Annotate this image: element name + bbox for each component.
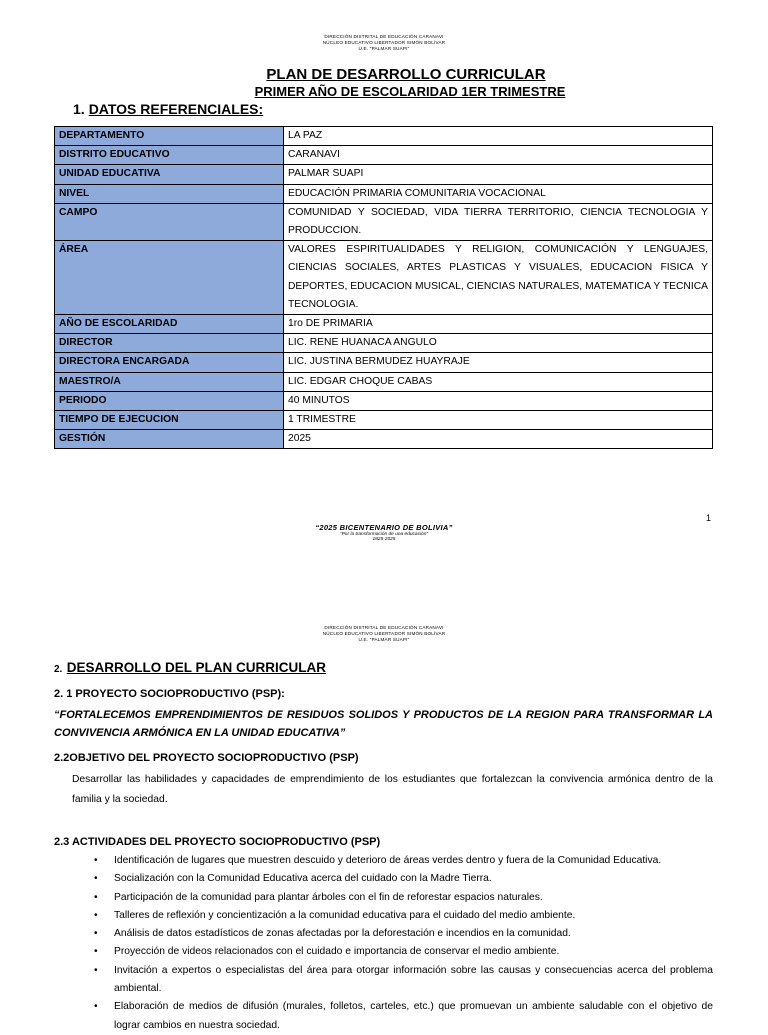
row-value: 1 TRIMESTRE xyxy=(284,411,713,430)
table-row xyxy=(55,372,713,391)
psp-title-text: “FORTALECEMOS EMPRENDIMIENTOS DE RESIDUOS SOLIDOS Y PRODUCTOS DE LA REGION PARA TRANSFORMAR LA CONVIVENCIA ARMÓNICA EN LA UNIDAD EDUCATIVA” xyxy=(54,709,713,739)
referential-data-table xyxy=(54,126,713,449)
section-number: 2. xyxy=(54,664,63,675)
table-row xyxy=(55,430,713,449)
row-value: COMUNIDAD Y SOCIEDAD, VIDA TIERRA TERRITORIO, CIENCIA TECNOLOGIA Y PRODUCCION. xyxy=(284,203,713,240)
row-value: 1ro DE PRIMARIA xyxy=(284,315,713,334)
header-line: U.E. "PALMAR SUAPI" xyxy=(358,637,410,643)
page2-header xyxy=(0,625,768,644)
table-row xyxy=(55,165,713,184)
objective-text: Desarrollar las habilidades y capacidades de emprendimiento de los estudiantes que fortalezcan la convivencia armónica dentro de la familia y la sociedad. xyxy=(72,774,713,805)
row-label: TIEMPO DE EJECUCION xyxy=(55,411,284,430)
row-label: MAESTRO/A xyxy=(55,372,284,391)
section1-heading xyxy=(73,101,263,117)
row-label: AÑO DE ESCOLARIDAD xyxy=(55,315,284,334)
page1-header xyxy=(0,34,768,53)
header-line: NÚCLEO EDUCATIVO LIBERTADOR SIMÓN BOLÍVAR xyxy=(322,40,446,46)
bullet-icon: • xyxy=(94,964,98,976)
header-line: NÚCLEO EDUCATIVO LIBERTADOR SIMÓN BOLÍVAR xyxy=(322,631,446,637)
row-value: 2025 xyxy=(284,430,713,449)
activities-list xyxy=(54,852,713,1035)
row-label: ÁREA xyxy=(55,241,284,315)
activities-heading: 2.3 ACTIVIDADES DEL PROYECTO SOCIOPRODUCTIVO (PSP) xyxy=(54,836,381,848)
header-line: DIRECCIÓN DISTRITAL DE EDUCACIÓN CARANAVI xyxy=(324,34,444,39)
table-row xyxy=(55,334,713,353)
row-value: VALORES ESPIRITUALIDADES Y RELIGION, COMUNICACIÓN Y LENGUAJES, CIENCIAS SOCIALES, ARTES PLASTICAS Y VISUALES, EDUCACION FISICA Y DEPORTES, EDUCACION MUSICAL, CIENCIAS NATURALES, MATEMATICA Y TECNICA TECNOLOGIA. xyxy=(284,241,713,315)
list-item xyxy=(54,925,713,943)
row-value: PALMAR SUAPI xyxy=(284,165,713,184)
row-value: LA PAZ xyxy=(284,127,713,146)
row-label: NIVEL xyxy=(55,184,284,203)
psp-heading: 2. 1 PROYECTO SOCIOPRODUCTIVO (PSP): xyxy=(54,688,285,700)
list-item xyxy=(54,943,713,961)
row-value: LIC. RENE HUANACA ANGULO xyxy=(284,334,713,353)
section-label: DATOS REFERENCIALES: xyxy=(88,101,264,117)
page1-footer xyxy=(0,523,768,542)
bullet-icon: • xyxy=(94,909,98,921)
activity-text: Participación de la comunidad para plantar árboles con el fin de reforestar espacios naturales. xyxy=(114,891,543,903)
activity-text: Socialización con la Comunidad Educativa acerca del cuidado con la Madre Tierra. xyxy=(114,873,492,885)
table-row xyxy=(55,146,713,165)
bullet-icon: • xyxy=(94,928,98,940)
activity-text: Elaboración de medios de difusión (murales, folletos, carteles, etc.) que promuevan un ambiente saludable con el objetivo de lograr cambios en nuestra sociedad. xyxy=(114,1001,713,1031)
list-item xyxy=(54,962,713,999)
header-line: U.E. "PALMAR SUAPI" xyxy=(358,46,410,52)
footer-slogan: “Por la transformación de una educación” xyxy=(340,532,428,537)
list-item xyxy=(54,907,713,925)
activity-text: Invitación a expertos o especialistas del área para otorgar información sobre las causas y consecuencias acerca del problema ambiental. xyxy=(114,964,713,995)
section-number: 1. xyxy=(73,101,85,117)
list-item xyxy=(54,852,713,870)
section-label: DESARROLLO DEL PLAN CURRICULAR xyxy=(66,660,327,675)
objective-heading: 2.2OBJETIVO DEL PROYECTO SOCIOPRODUCTIVO (PSP) xyxy=(54,752,359,764)
bullet-icon: • xyxy=(94,873,98,885)
activity-text: Identificación de lugares que muestren descuido y deterioro de áreas verdes dentro y fuera de la Comunidad Educativa. xyxy=(114,855,662,866)
table-row xyxy=(55,315,713,334)
page-number: 1 xyxy=(706,513,712,523)
list-item xyxy=(54,889,713,907)
table-row xyxy=(55,127,713,146)
table-row xyxy=(55,411,713,430)
document-title: PLAN DE DESARROLLO CURRICULAR xyxy=(266,66,546,83)
footer-years: 1825-2025 xyxy=(372,537,396,542)
table-row xyxy=(55,241,713,315)
row-label: DEPARTAMENTO xyxy=(55,127,284,146)
row-label: GESTIÓN xyxy=(55,430,284,449)
list-item xyxy=(54,998,713,1035)
footer-motto: “2025 BICENTENARIO DE BOLIVIA” xyxy=(315,523,453,532)
row-value: 40 MINUTOS xyxy=(284,391,713,410)
table-row xyxy=(55,203,713,240)
bullet-icon: • xyxy=(94,946,98,958)
row-label: UNIDAD EDUCATIVA xyxy=(55,165,284,184)
row-label: DIRECTOR xyxy=(55,334,284,353)
table-row xyxy=(55,391,713,410)
bullet-icon: • xyxy=(94,1001,98,1013)
header-line: DIRECCIÓN DISTRITAL DE EDUCACIÓN CARANAVI xyxy=(324,625,444,630)
activity-text: Talleres de reflexión y concientización a la comunidad educativa para el cuidado del medio ambiente. xyxy=(114,909,576,921)
row-label: PERIODO xyxy=(55,391,284,410)
bullet-icon: • xyxy=(94,855,98,866)
row-value: EDUCACIÓN PRIMARIA COMUNITARIA VOCACIONAL xyxy=(284,184,713,203)
row-label: DISTRITO EDUCATIVO xyxy=(55,146,284,165)
row-label: DIRECTORA ENCARGADA xyxy=(55,353,284,372)
row-label: CAMPO xyxy=(55,203,284,240)
row-value: LIC. JUSTINA BERMUDEZ HUAYRAJE xyxy=(284,353,713,372)
bullet-icon: • xyxy=(94,891,98,903)
table-row xyxy=(55,184,713,203)
list-item xyxy=(54,870,713,888)
row-value: CARANAVI xyxy=(284,146,713,165)
activity-text: Proyección de videos relacionados con el cuidado e importancia de conservar el medio ambiente. xyxy=(114,946,560,958)
row-value: LIC. EDGAR CHOQUE CABAS xyxy=(284,372,713,391)
activity-text: Análisis de datos estadísticos de zonas afectadas por la deforestación e incendios en la comunidad. xyxy=(114,928,571,940)
table-row xyxy=(55,353,713,372)
document-subtitle: PRIMER AÑO DE ESCOLARIDAD 1ER TRIMESTRE xyxy=(254,84,566,99)
section2-heading xyxy=(54,659,326,677)
